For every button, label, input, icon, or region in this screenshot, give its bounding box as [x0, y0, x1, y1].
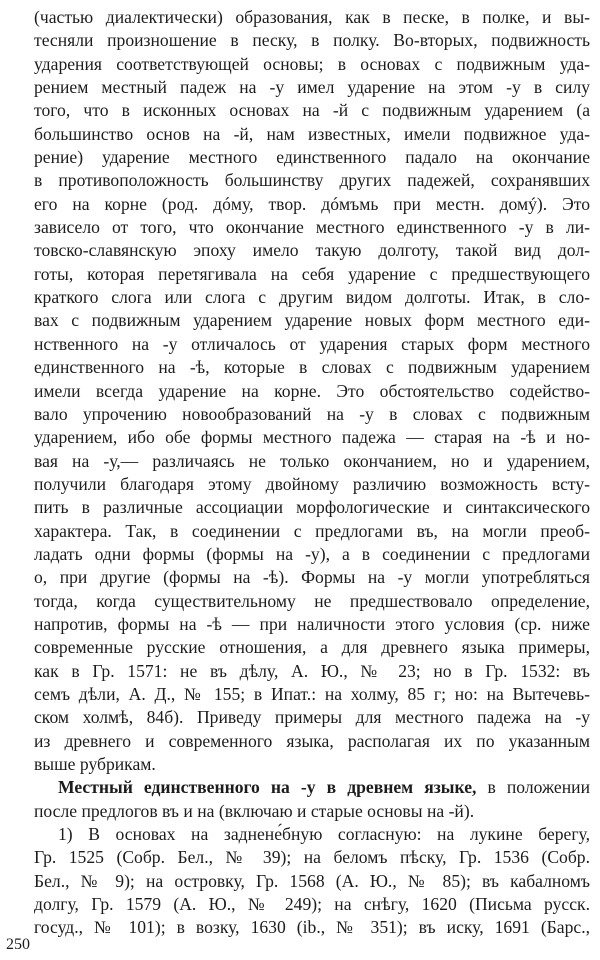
section-heading: Местный единственного на -у в древнем языке,: [58, 777, 477, 798]
text-line: после предлогов въ и на (включаю и старые основы на -й).: [34, 800, 475, 821]
text-line: Гр. 1525 (Собр. Бел., № 39); на беломъ пѣску, Гр. 1536 (Собр.: [34, 847, 590, 868]
text-line: в противоположность большинству других падежей, сохранявших: [34, 170, 590, 191]
text-line: вая на -у,— различаясь не только окончанием, но и ударением,: [34, 450, 590, 471]
text-line: долгу, Гр. 1579 (А. Ю., № 249); на снѣгу, 1620 (Письма русск.: [34, 894, 590, 915]
text-line: единственного на -ѣ, которые в словах с подвижным ударением: [34, 357, 590, 378]
text-line: пить в различные ассоциации морфологические и синтаксического: [34, 497, 590, 518]
text-line: нственного на -у отличалось от ударения старых форм местного: [34, 333, 590, 354]
text-line: тогда, когда существительному не предшествовало определение,: [34, 590, 590, 611]
text-line: 1) В основах на заднене́бную согласную: на лукине берегу,: [58, 824, 590, 845]
page-body: [34, 6, 590, 940]
text-line: зависело от того, что окончание местного единственного -у в ли-: [34, 217, 590, 238]
text-line: современные русские отношения, а для древнего языка примеры,: [34, 637, 590, 658]
text-line: семъ дѣли, А. Д., № 155; в Ипат.: на холму, 85 г; но: на Вытечевь-: [34, 683, 590, 704]
text-line: ударением, ибо обе формы местного падежа — старая на -ѣ и но-: [34, 427, 590, 448]
text-line: вало упрочению новообразований на -у в словах с подвижным: [34, 403, 590, 424]
text-line: выше рубрикам.: [34, 754, 156, 774]
paragraph-1: [34, 6, 590, 776]
text-line: о, при другие (формы на -ѣ). Формы на -у могли употребляться: [34, 567, 590, 588]
text-line: его на корне (род. дóму, твор. дóмъмь при местн. домý). Это: [34, 193, 590, 214]
text-line: получили благодаря этому двойному различию возможность всту-: [34, 473, 590, 494]
text-line: ладать одни формы (формы на -у), а в соединении с предлогами: [34, 543, 590, 564]
text-line: Бел., № 9); на островку, Гр. 1568 (А. Ю., № 85); въ кабалномъ: [34, 870, 590, 891]
section-heading-tail: в положении: [487, 777, 590, 798]
text-line: из древнего и современного языка, располагая их по указанным: [34, 730, 590, 751]
text-line: напротив, формы на -ѣ — при наличности этого условия (ср. ниже: [34, 613, 590, 634]
text-line: (частью диалектически) образования, как в песке, в полке, и вы-: [34, 7, 590, 27]
text-line: рение) ударение местного единственного падало на окончание: [34, 147, 590, 168]
section-heading-line: [34, 776, 590, 799]
text-line: ском холмѣ, 84б). Приведу примеры для местного падежа на -у: [34, 707, 590, 728]
text-line: госуд., № 101); в возку, 1630 (ib., № 351); въ иску, 1691 (Барс.,: [34, 917, 590, 938]
text-line: вах с подвижным ударением ударение новых форм местного еди-: [34, 310, 590, 331]
page-number: 250: [6, 936, 30, 953]
paragraph-2: [34, 823, 590, 940]
text-line: краткого слога или слога с другим видом долготы. Итак, в сло-: [34, 287, 590, 308]
text-line: как в Гр. 1571: не въ дѣлу, А. Ю., № 23; но в Гр. 1532: въ: [34, 660, 590, 681]
text-line: большинство основ на -й, нам известных, имели подвижное уда-: [34, 123, 590, 144]
text-line: характера. Так, в соединении с предлогами въ, на могли преоб-: [34, 520, 590, 541]
text-line: ударения соответствующей основы; в основах с подвижным уда-: [34, 53, 590, 74]
text-line: тесняли произношение в песку, в полку. Во-вторых, подвижность: [34, 30, 590, 51]
text-line: рением местный падеж на -у имел ударение на этом -у в силу: [34, 77, 590, 98]
section-heading-block: [34, 776, 590, 823]
text-line: товско-славянскую эпоху имело такую долготу, такой вид дол-: [34, 240, 590, 261]
text-line: того, что в исконных основах на -й с подвижным ударением (а: [34, 100, 590, 121]
text-line: готы, которая перетягивала на себя ударение с предшествующего: [34, 263, 590, 284]
text-line: имели всегда ударение на корне. Это обстоятельство содейство-: [34, 380, 590, 401]
